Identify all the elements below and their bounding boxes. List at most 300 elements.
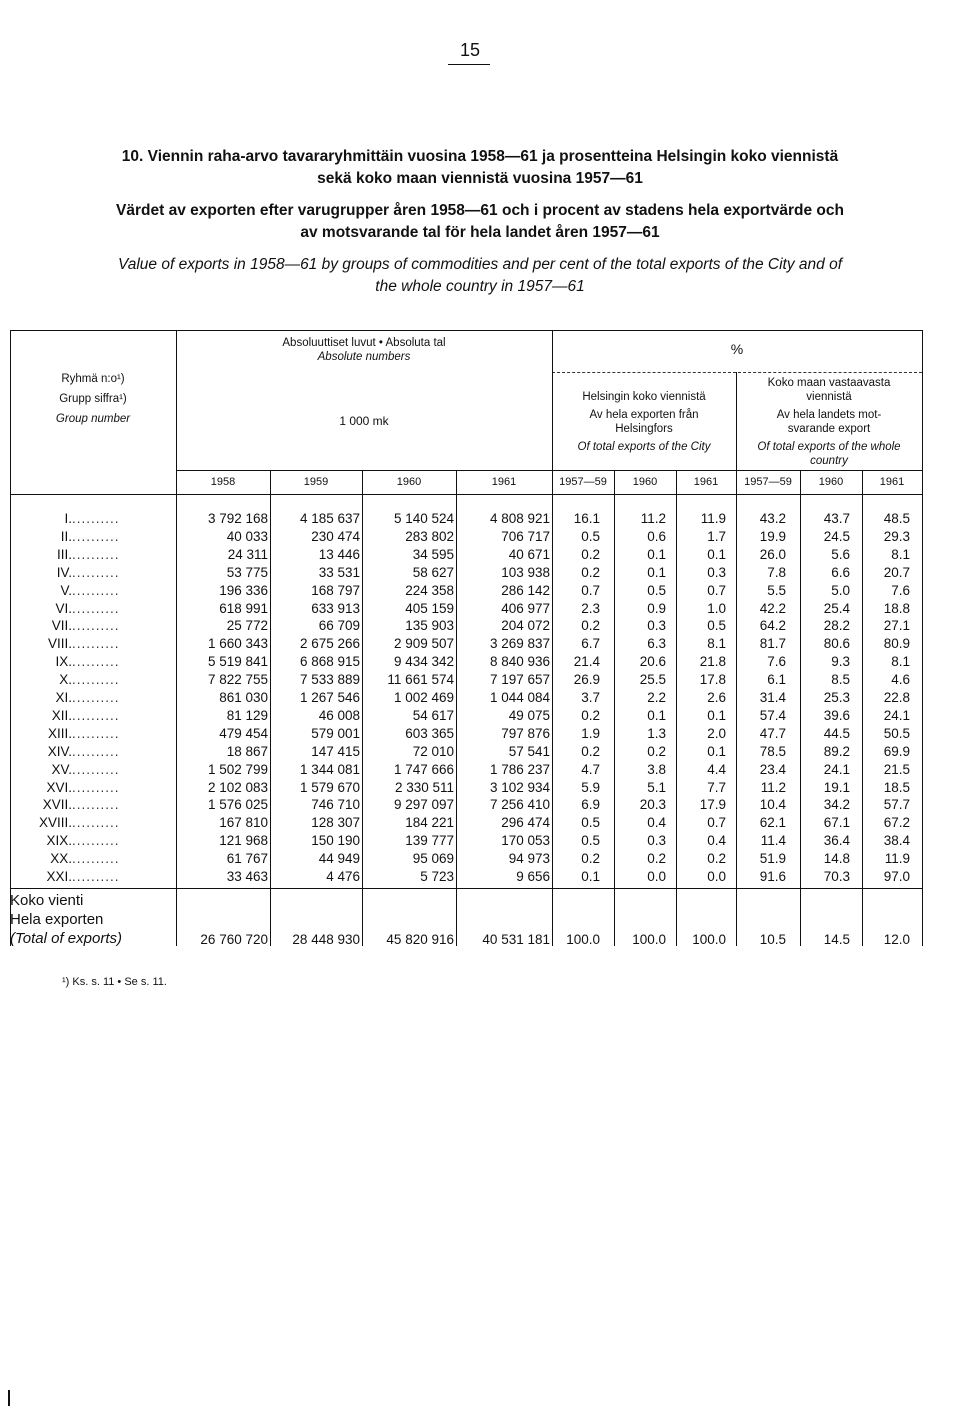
table-cell: 40 033 — [226, 528, 268, 544]
table-cell: 25.3 — [823, 690, 850, 705]
table-cell: 286 142 — [501, 582, 550, 598]
table-cell: 43.7 — [823, 511, 850, 526]
table-cell: 3 792 168 — [207, 511, 268, 526]
table-cell: 4.4 — [707, 761, 726, 777]
table-cell: 1 579 670 — [299, 779, 360, 795]
table-cell: 5 140 524 — [393, 511, 454, 526]
group-header-sv: Grupp siffra¹) — [59, 393, 127, 405]
group-label — [10, 547, 176, 565]
group-header-en: Group number — [55, 413, 131, 425]
leader-dots: .......... — [72, 815, 120, 831]
table-cell: 31.4 — [759, 690, 786, 705]
table-cell: 3.7 — [581, 690, 600, 705]
table-cell: 57.4 — [759, 707, 786, 723]
group-label — [10, 744, 176, 762]
table-cell: 33 531 — [318, 564, 360, 580]
table-cell: 121 968 — [219, 833, 268, 849]
page-number: 15 — [459, 40, 481, 60]
helsinki-header-sv-2: Helsingfors — [615, 423, 673, 435]
table-cell: 0.2 — [581, 564, 600, 580]
table-cell: 17.8 — [699, 672, 726, 688]
table-cell: 797 876 — [501, 725, 550, 741]
table-cell: 0.4 — [647, 815, 666, 831]
total-cell: 26 760 720 — [200, 932, 268, 947]
table-cell: 0.0 — [707, 869, 726, 884]
group-numeral: XIII. — [47, 725, 72, 741]
table-cell: 97.0 — [883, 869, 910, 884]
col-divider-hki-1960 — [676, 470, 677, 946]
table-cell: 11.2 — [760, 779, 786, 795]
group-numeral: XIX. — [46, 833, 72, 849]
table-cell: 6.7 — [581, 636, 600, 652]
leader-dots: .......... — [72, 528, 120, 544]
table-cell: 7 533 889 — [299, 672, 360, 688]
group-label — [10, 762, 176, 780]
table-cell: 0.1 — [707, 743, 726, 759]
table-cell: 2 330 511 — [394, 779, 454, 795]
table-cell: 62.1 — [759, 815, 786, 831]
table-cell: 224 358 — [405, 582, 454, 598]
table-cell: 0.2 — [581, 546, 600, 562]
table-cell: 95 069 — [412, 851, 454, 867]
footnote: ¹) Ks. s. 11 • Se s. 11. — [62, 976, 167, 988]
table-cell: 0.5 — [581, 833, 600, 849]
percent-header-rule — [552, 372, 922, 374]
table-cell: 479 454 — [219, 725, 268, 741]
table-cell: 72 010 — [412, 743, 454, 759]
table-cell: 196 336 — [219, 582, 268, 598]
year-label: 1959 — [303, 476, 329, 488]
table-cell: 2 675 266 — [299, 636, 360, 652]
title-finnish-line-1: 10. Viennin raha-arvo tavararyhmittäin vuosina 1958—61 ja prosentteina Helsingin koko viennistä — [121, 148, 839, 165]
table-cell: 47.7 — [759, 725, 786, 741]
table-cell: 0.2 — [647, 743, 666, 759]
group-label — [10, 833, 176, 851]
year-label: 1957—59 — [559, 476, 607, 488]
table-cell: 39.6 — [823, 707, 850, 723]
table-cell: 5 723 — [420, 869, 454, 884]
group-numeral: VIII. — [47, 636, 72, 652]
country-header-en-1: Of total exports of the whole — [757, 441, 901, 453]
total-cell: 14.5 — [823, 932, 850, 947]
table-cell: 0.1 — [707, 707, 726, 723]
table-cell: 58 627 — [412, 564, 454, 580]
table-cell: 9 297 097 — [393, 797, 454, 813]
table-cell: 25.5 — [639, 672, 666, 688]
table-cell: 7.6 — [767, 654, 786, 670]
table-cell: 80.6 — [823, 636, 850, 652]
col-divider-1958 — [270, 470, 271, 946]
percent-header: % — [730, 341, 744, 357]
table-cell: 2.6 — [707, 690, 726, 705]
title-english-line-2: the whole country in 1957—61 — [375, 278, 585, 295]
table-cell: 618 991 — [219, 600, 268, 616]
table-cell: 24 311 — [227, 546, 268, 562]
table-cell: 296 474 — [501, 815, 550, 831]
table-top-rule — [10, 330, 922, 331]
table-cell: 5.6 — [831, 546, 850, 562]
table-cell: 0.1 — [647, 707, 666, 723]
group-numeral: II. — [60, 528, 72, 544]
table-cell: 579 001 — [311, 725, 360, 741]
table-cell: 1.3 — [647, 725, 666, 741]
table-cell: 135 903 — [405, 618, 454, 634]
table-cell: 633 913 — [311, 600, 360, 616]
country-header — [736, 376, 922, 468]
unit-label: 1 000 mk — [339, 414, 389, 428]
table-cell: 6.1 — [767, 672, 786, 688]
group-label — [10, 690, 176, 708]
table-cell: 0.1 — [707, 546, 726, 562]
group-label — [10, 529, 176, 547]
group-label — [10, 654, 176, 672]
group-label — [10, 708, 176, 726]
table-cell: 18 867 — [226, 743, 268, 759]
group-numeral: X. — [59, 672, 72, 688]
table-cell: 44 949 — [318, 851, 360, 867]
table-cell: 8.1 — [707, 636, 726, 652]
table-cell: 70.3 — [823, 869, 850, 884]
table-cell: 0.3 — [647, 833, 666, 849]
table-cell: 2.3 — [581, 600, 600, 616]
table-cell: 18.5 — [883, 779, 910, 795]
table-cell: 22.8 — [883, 690, 910, 705]
group-header-fi: Ryhmä n:o¹) — [61, 373, 125, 385]
year-label: 1960 — [396, 476, 422, 488]
table-cell: 81.7 — [759, 636, 786, 652]
table-cell: 0.5 — [647, 582, 666, 598]
country-header-sv-2: svarande export — [787, 423, 871, 435]
table-cell: 8.5 — [831, 672, 850, 688]
table-cell: 0.2 — [581, 743, 600, 759]
leader-dots: .......... — [72, 546, 120, 562]
table-cell: 81 129 — [226, 707, 268, 723]
group-label — [10, 815, 176, 833]
col-divider-land-5759 — [800, 470, 801, 946]
table-cell: 0.2 — [581, 851, 600, 867]
table-cell: 0.7 — [707, 582, 726, 598]
table-cell: 0.5 — [581, 528, 600, 544]
col-divider-hki-5759 — [614, 470, 615, 946]
col-divider-land-1960 — [862, 470, 863, 946]
leader-dots: .......... — [72, 725, 120, 741]
table-cell: 0.6 — [647, 528, 666, 544]
group-label — [10, 601, 176, 619]
table-cell: 10.4 — [759, 797, 786, 813]
leader-dots: .......... — [72, 761, 120, 777]
title-english-line-1: Value of exports in 1958—61 by groups of commodities and per cent of the total exports of the City and of — [117, 256, 843, 273]
group-label — [10, 672, 176, 690]
leader-dots: .......... — [72, 600, 120, 616]
group-label — [10, 726, 176, 744]
group-numeral: XII. — [51, 707, 72, 723]
table-cell: 3.8 — [647, 761, 666, 777]
table-cell: 5.0 — [831, 582, 850, 598]
table-cell: 66 709 — [318, 618, 360, 634]
table-cell: 49 075 — [508, 707, 550, 723]
table-cell: 4 808 921 — [489, 511, 550, 526]
table-cell: 17.9 — [699, 797, 726, 813]
helsinki-header — [552, 390, 736, 454]
group-numeral: XVIII. — [38, 815, 72, 831]
table-cell: 4.7 — [581, 761, 600, 777]
country-header-fi-1: Koko maan vastaavasta — [767, 377, 891, 389]
table-cell: 21.5 — [883, 761, 910, 777]
group-numeral: XXI. — [46, 869, 72, 884]
table-cell: 283 802 — [405, 528, 454, 544]
table-cell: 40 671 — [508, 546, 550, 562]
table-cell: 7 256 410 — [489, 797, 550, 813]
table-cell: 5 519 841 — [207, 654, 268, 670]
table-cell: 9.3 — [831, 654, 850, 670]
group-numeral: IX. — [55, 654, 72, 670]
title-swedish-line-1: Värdet av exporten efter varugrupper åren 1958—61 och i procent av stadens hela exportvärde och — [116, 202, 844, 219]
table-cell: 34 595 — [412, 546, 454, 562]
table-cell: 19.9 — [759, 528, 786, 544]
table-cell: 0.2 — [581, 618, 600, 634]
table-cell: 51.9 — [759, 851, 786, 867]
year-row-top-rule — [176, 470, 922, 471]
leader-dots: .......... — [72, 743, 120, 759]
page-number-rule — [448, 64, 490, 65]
table-cell: 48.5 — [883, 511, 910, 526]
group-label — [10, 851, 176, 869]
table-cell: 13 446 — [318, 546, 360, 562]
table-cell: 1 044 084 — [489, 690, 550, 705]
year-label: 1961 — [879, 476, 905, 488]
leader-dots: .......... — [72, 851, 120, 867]
table-cell: 184 221 — [405, 815, 454, 831]
table-cell: 20.7 — [883, 564, 910, 580]
country-header-fi-2: viennistä — [806, 391, 852, 403]
table-cell: 1 344 081 — [299, 761, 360, 777]
table-cell: 78.5 — [759, 743, 786, 759]
group-numeral: III. — [56, 546, 72, 562]
leader-dots: .......... — [72, 582, 120, 598]
table-cell: 44.5 — [823, 725, 850, 741]
table-cell: 8.1 — [891, 546, 910, 562]
table-cell: 9 434 342 — [393, 654, 454, 670]
table-cell: 26.9 — [573, 672, 600, 688]
leader-dots: .......... — [72, 654, 120, 670]
title-finnish-line-2: sekä koko maan viennistä vuosina 1957—61 — [317, 170, 643, 187]
abs-header — [176, 336, 552, 364]
header-bottom-rule — [10, 494, 922, 495]
table-cell: 24.5 — [823, 528, 850, 544]
table-cell: 7.6 — [891, 582, 910, 598]
table-cell: 43.2 — [759, 511, 786, 526]
group-label — [10, 797, 176, 815]
table-cell: 4 476 — [326, 869, 360, 884]
group-label — [10, 869, 176, 887]
table-cell: 1.9 — [581, 725, 600, 741]
table-cell: 0.1 — [647, 546, 666, 562]
helsinki-header-en: Of total exports of the City — [577, 441, 711, 453]
table-cell: 46 008 — [318, 707, 360, 723]
table-cell: 5.9 — [581, 779, 600, 795]
table-cell: 0.2 — [647, 851, 666, 867]
table-cell: 33 463 — [226, 869, 268, 884]
table-cell: 21.4 — [573, 654, 600, 670]
table-cell: 20.3 — [639, 797, 666, 813]
table-cell: 6 868 915 — [299, 654, 360, 670]
leader-dots: .......... — [72, 779, 120, 795]
total-cell: 100.0 — [566, 932, 600, 947]
table-cell: 38.4 — [883, 833, 910, 849]
table-cell: 4 185 637 — [299, 511, 360, 526]
year-label: 1958 — [210, 476, 236, 488]
table-cell: 6.6 — [831, 564, 850, 580]
group-numeral: XX. — [50, 851, 72, 867]
table-cell: 53 775 — [226, 564, 268, 580]
table-cell: 0.5 — [707, 618, 726, 634]
table-cell: 0.3 — [707, 564, 726, 580]
total-label-fi: Koko vienti — [10, 892, 84, 909]
table-cell: 36.4 — [823, 833, 850, 849]
table-right-border — [922, 330, 923, 946]
table-cell: 7 197 657 — [489, 672, 550, 688]
table-cell: 746 710 — [311, 797, 360, 813]
total-cell: 12.0 — [883, 932, 910, 947]
abs-header-fi-sv: Absoluuttiset luvut • Absoluta tal — [282, 337, 446, 349]
total-cell: 45 820 916 — [386, 932, 454, 947]
leader-dots: .......... — [72, 690, 120, 705]
col-divider-1960 — [456, 470, 457, 946]
table-cell: 61 767 — [226, 851, 268, 867]
table-cell: 0.2 — [581, 707, 600, 723]
table-cell: 24.1 — [823, 761, 850, 777]
country-header-en-2: country — [810, 455, 848, 467]
table-cell: 67.2 — [883, 815, 910, 831]
table-cell: 25 772 — [226, 618, 268, 634]
table-cell: 29.3 — [883, 528, 910, 544]
helsinki-header-fi: Helsingin koko viennistä — [582, 391, 706, 403]
group-numeral: IV. — [56, 564, 72, 580]
leader-dots: .......... — [72, 618, 120, 634]
table-cell: 18.8 — [883, 600, 910, 616]
table-cell: 16.1 — [573, 511, 600, 526]
leader-dots: .......... — [72, 833, 120, 849]
leader-dots: .......... — [72, 564, 120, 580]
group-numeral: XIV. — [47, 743, 72, 759]
table-cell: 5.1 — [647, 779, 666, 795]
table-cell: 0.1 — [581, 869, 600, 884]
table-cell: 0.7 — [581, 582, 600, 598]
table-cell: 28.2 — [823, 618, 850, 634]
total-cell: 40 531 181 — [482, 932, 550, 947]
table-cell: 1 267 546 — [299, 690, 360, 705]
table-cell: 1 576 025 — [207, 797, 268, 813]
total-label-sv: Hela exporten — [10, 911, 104, 928]
table-cell: 50.5 — [883, 725, 910, 741]
table-cell: 19.1 — [823, 779, 850, 795]
table-cell: 8.1 — [891, 654, 910, 670]
table-cell: 7.7 — [707, 779, 726, 795]
table-cell: 25.4 — [823, 600, 850, 616]
group-header — [10, 372, 176, 426]
table-cell: 147 415 — [311, 743, 360, 759]
group-numeral: VII. — [51, 618, 72, 634]
year-label: 1960 — [632, 476, 658, 488]
table-cell: 603 365 — [405, 725, 454, 741]
table-cell: 57 541 — [508, 743, 550, 759]
table-cell: 11.9 — [884, 851, 910, 867]
group-label — [10, 636, 176, 654]
table-cell: 3 102 934 — [489, 779, 550, 795]
helsinki-header-sv-1: Av hela exporten från — [589, 409, 699, 421]
table-cell: 0.5 — [581, 815, 600, 831]
group-numeral: VI. — [55, 600, 72, 616]
table-cell: 1 002 469 — [393, 690, 454, 705]
table-cell: 0.7 — [707, 815, 726, 831]
table-cell: 23.4 — [759, 761, 786, 777]
group-numeral: XI. — [55, 690, 72, 705]
title-swedish-line-2: av motsvarande tal för hela landet åren 1957—61 — [300, 224, 660, 241]
total-top-rule — [10, 888, 922, 889]
group-label — [10, 565, 176, 583]
table-cell: 2.2 — [647, 690, 666, 705]
group-numeral: XV. — [51, 761, 72, 777]
table-cell: 57.7 — [883, 797, 910, 813]
table-cell: 1.0 — [707, 600, 726, 616]
leader-dots: .......... — [72, 869, 120, 884]
table-cell: 26.0 — [759, 546, 786, 562]
table-cell: 64.2 — [759, 618, 786, 634]
group-label — [10, 511, 176, 529]
table-cell: 103 938 — [501, 564, 550, 580]
table-cell: 150 190 — [311, 833, 360, 849]
table-cell: 2 102 083 — [207, 779, 268, 795]
table-cell: 91.6 — [759, 869, 786, 884]
table-cell: 230 474 — [311, 528, 360, 544]
table-cell: 170 053 — [501, 833, 550, 849]
table-cell: 167 810 — [219, 815, 268, 831]
table-cell: 69.9 — [883, 743, 910, 759]
table-cell: 42.2 — [759, 600, 786, 616]
table-cell: 1 502 799 — [207, 761, 268, 777]
table-cell: 0.9 — [647, 600, 666, 616]
table-cell: 0.0 — [647, 869, 666, 884]
table-cell: 6.9 — [581, 797, 600, 813]
year-label: 1961 — [693, 476, 719, 488]
total-label-en: (Total of exports) — [10, 930, 122, 947]
table-cell: 0.1 — [647, 564, 666, 580]
table-cell: 139 777 — [405, 833, 454, 849]
group-numeral: V. — [60, 582, 72, 598]
year-label: 1961 — [491, 476, 517, 488]
table-cell: 2 909 507 — [393, 636, 454, 652]
table-cell: 7 822 755 — [207, 672, 268, 688]
year-label: 1960 — [818, 476, 844, 488]
table-cell: 11.9 — [700, 511, 726, 526]
table-cell: 8 840 936 — [489, 654, 550, 670]
total-cell: 10.5 — [759, 932, 786, 947]
table-cell: 67.1 — [823, 815, 850, 831]
table-cell: 2.0 — [707, 725, 726, 741]
table-cell: 0.4 — [707, 833, 726, 849]
table-cell: 89.2 — [823, 743, 850, 759]
table-cell: 6.3 — [647, 636, 666, 652]
leader-dots: .......... — [72, 672, 120, 688]
table-cell: 54 617 — [412, 707, 454, 723]
group-numeral: XVII. — [42, 797, 72, 813]
table-cell: 4.6 — [891, 672, 910, 688]
total-cell: 100.0 — [632, 932, 666, 947]
table-cell: 11 661 574 — [387, 672, 454, 688]
table-cell: 7.8 — [767, 564, 786, 580]
table-cell: 0.2 — [707, 851, 726, 867]
table-cell: 24.1 — [883, 707, 910, 723]
